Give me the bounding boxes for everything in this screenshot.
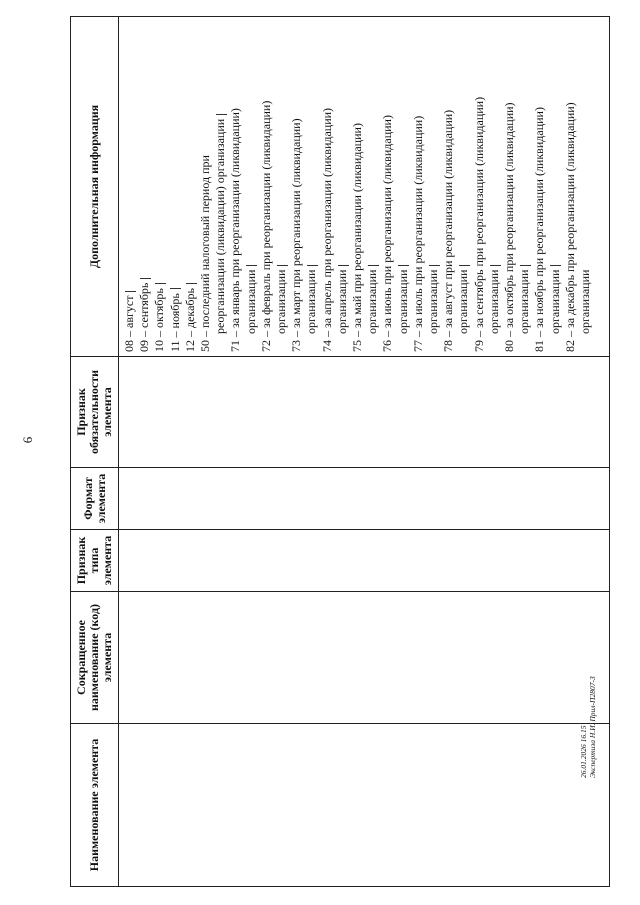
info-line bbox=[396, 21, 411, 352]
footer-stamp bbox=[579, 638, 607, 778]
info-line-text: организации bbox=[426, 269, 441, 334]
info-line-text: 74 – за апрель при реорганизации (ликвидации) bbox=[319, 107, 334, 352]
info-line bbox=[350, 21, 365, 352]
info-line-text: 50 – последний налоговый период при bbox=[198, 155, 213, 352]
additional-info-list bbox=[122, 21, 593, 352]
text-cursor-mark bbox=[459, 265, 470, 266]
info-line-text: организации bbox=[517, 269, 532, 334]
info-line bbox=[532, 21, 547, 352]
info-line-text: 11 – ноябрь bbox=[167, 293, 182, 352]
info-line-text: 12 – декабрь bbox=[182, 288, 197, 352]
info-line bbox=[152, 21, 167, 352]
info-line bbox=[320, 21, 335, 352]
document-table-wrapper bbox=[70, 17, 610, 887]
header-element-name: Наименование элемента bbox=[71, 724, 119, 887]
info-line bbox=[441, 21, 456, 352]
info-line-text: 78 – за август при реорганизации (ликвидации) bbox=[441, 109, 456, 352]
header-short-name: Сокращенное наименование (код) элемента bbox=[71, 592, 119, 724]
info-line-text: 76 – за июнь при реорганизации (ликвидации) bbox=[380, 115, 395, 352]
info-line-text: 72 – за февраль при реорганизации (ликвидации) bbox=[258, 100, 273, 352]
text-cursor-mark bbox=[186, 283, 197, 284]
text-cursor-mark bbox=[338, 265, 349, 266]
text-cursor-mark bbox=[140, 278, 151, 279]
text-cursor-mark bbox=[368, 265, 379, 266]
info-line-text: 73 – за март при реорганизации (ликвидации) bbox=[289, 118, 304, 352]
text-cursor-mark bbox=[125, 291, 136, 292]
info-line bbox=[411, 21, 426, 352]
text-cursor-mark bbox=[490, 265, 501, 266]
info-line-text: 71 – за январь при реорганизации (ликвидации) bbox=[228, 108, 243, 352]
info-line-text: организации bbox=[243, 269, 258, 334]
info-line-text: 10 – октябрь bbox=[152, 288, 167, 352]
cell-type-flag bbox=[119, 530, 610, 592]
info-line-text: 08 – август bbox=[122, 295, 136, 352]
text-cursor-mark bbox=[520, 265, 531, 266]
text-cursor-mark bbox=[246, 265, 257, 266]
info-line bbox=[244, 21, 259, 352]
text-cursor-mark bbox=[398, 265, 409, 266]
header-additional-info: Дополнительная информация bbox=[71, 17, 119, 357]
info-line bbox=[502, 21, 517, 352]
info-line bbox=[456, 21, 471, 352]
info-line-text: организации bbox=[395, 269, 410, 334]
info-line-text: 81 – за ноябрь при реорганизации (ликвидации) bbox=[532, 107, 547, 352]
info-line-text: 75 – за май при реорганизации (ликвидации) bbox=[350, 123, 365, 352]
info-line bbox=[122, 21, 137, 352]
info-line-text: 80 – за октябрь при реорганизации (ликвидации) bbox=[502, 102, 517, 352]
text-cursor-mark bbox=[307, 265, 318, 266]
text-cursor-mark bbox=[429, 265, 440, 266]
info-line bbox=[259, 21, 274, 352]
info-line bbox=[426, 21, 441, 352]
document-table bbox=[70, 16, 610, 887]
cell-format bbox=[119, 468, 610, 530]
info-line bbox=[168, 21, 183, 352]
info-line-text: 82 – за декабрь при реорганизации (ликвидации) bbox=[562, 102, 577, 352]
cell-short-name bbox=[119, 592, 610, 724]
header-required-flag: Признак обязательности элемента bbox=[71, 357, 119, 468]
info-line bbox=[289, 21, 304, 352]
info-line bbox=[274, 21, 289, 352]
info-line bbox=[380, 21, 395, 352]
info-line-text: организации bbox=[456, 269, 471, 334]
info-line-text: реорганизации (ликвидации) организации bbox=[213, 118, 228, 334]
info-line-text: организации bbox=[334, 269, 349, 334]
info-line-text: организации bbox=[486, 269, 501, 334]
info-line bbox=[365, 21, 380, 352]
info-line bbox=[578, 21, 593, 352]
info-line bbox=[228, 21, 243, 352]
footer-date: 26.01.2026 16.15 bbox=[579, 725, 588, 778]
info-line bbox=[335, 21, 350, 352]
info-line-text: организации bbox=[547, 269, 562, 334]
info-line bbox=[517, 21, 532, 352]
header-type-flag: Признак типа элемента bbox=[71, 530, 119, 592]
text-cursor-mark bbox=[170, 288, 181, 289]
info-line bbox=[487, 21, 502, 352]
info-line bbox=[137, 21, 152, 352]
info-line-text: 77 – за июль при реорганизации (ликвидации) bbox=[410, 115, 425, 352]
cell-required-flag bbox=[119, 357, 610, 468]
text-cursor-mark bbox=[216, 114, 227, 115]
cell-additional-info bbox=[119, 17, 610, 357]
info-line bbox=[548, 21, 563, 352]
info-line bbox=[183, 21, 198, 352]
text-cursor-mark bbox=[155, 283, 166, 284]
info-line bbox=[563, 21, 578, 352]
info-line-text: организации bbox=[578, 269, 593, 334]
info-line-text: организации bbox=[304, 269, 319, 334]
text-cursor-mark bbox=[550, 265, 561, 266]
info-line-text: 09 – сентябрь bbox=[137, 282, 152, 352]
info-line bbox=[304, 21, 319, 352]
info-line-text: организации bbox=[365, 269, 380, 334]
info-line-text: 79 – за сентябрь при реорганизации (ликвидации) bbox=[471, 96, 486, 352]
cell-element-name bbox=[119, 724, 610, 887]
info-line bbox=[213, 21, 228, 352]
info-line bbox=[472, 21, 487, 352]
page-number: 6 bbox=[20, 436, 35, 444]
info-line bbox=[198, 21, 213, 352]
footer-reference: Экспертиза Н.И. Прил-П2807-3 bbox=[588, 676, 597, 778]
text-cursor-mark bbox=[277, 265, 288, 266]
header-format: Формат элемента bbox=[71, 468, 119, 530]
info-line-text: организации bbox=[274, 269, 289, 334]
